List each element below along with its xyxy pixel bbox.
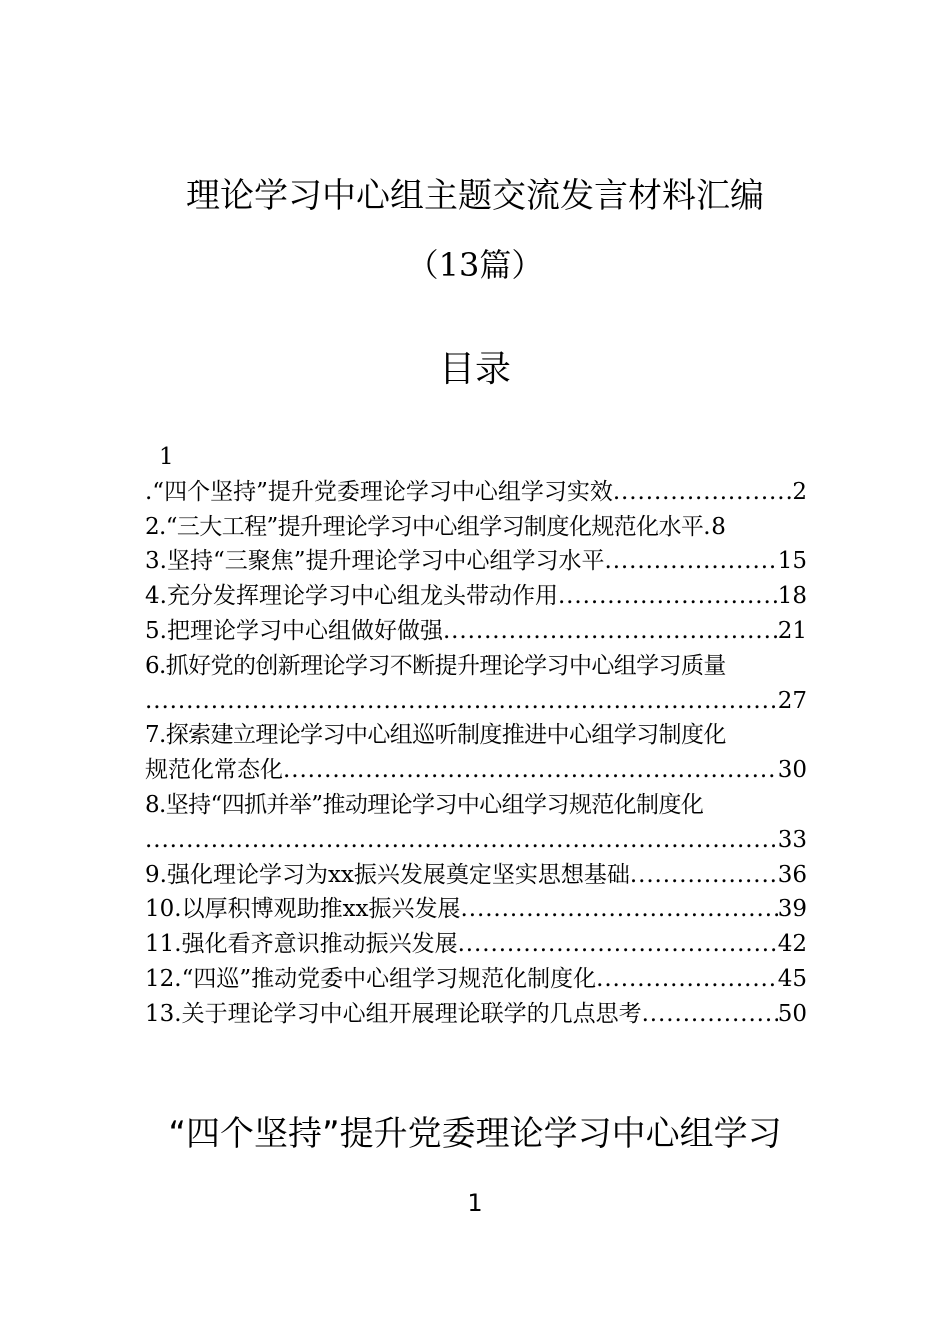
toc-dot-leader: [703, 510, 711, 545]
page-number: 1: [467, 1189, 483, 1217]
toc-entry-7[interactable]: [145, 718, 807, 788]
table-of-contents: [145, 440, 807, 1032]
toc-entry-page: 18: [777, 583, 807, 610]
toc-dot-leader: [604, 544, 777, 579]
toc-entry-page: 39: [777, 896, 807, 923]
toc-entry-text: 8.坚持“四抓并举”推动理论学习中心组学习规范化制度化: [145, 791, 704, 818]
toc-dot-leader: [283, 753, 778, 788]
toc-entry-11[interactable]: [145, 927, 807, 962]
toc-entry-6[interactable]: [145, 649, 807, 719]
toc-entry-page: 2: [792, 478, 807, 505]
toc-dot-leader: [596, 962, 778, 997]
section-title: “四个坚持”提升党委理论学习中心组学习: [168, 1114, 782, 1154]
toc-entry-page: 50: [777, 1000, 807, 1027]
toc-dot-leader: [558, 579, 778, 614]
toc-entry-text: 10.以厚积博观助推xx振兴发展: [145, 896, 461, 923]
toc-entry-text: 4.充分发挥理论学习中心组龙头带动作用: [145, 583, 558, 610]
toc-dot-leader: [461, 892, 778, 927]
toc-entry-page: 27: [777, 687, 807, 714]
toc-entry-text: 2.“三大工程”提升理论学习中心组学习制度化规范化水平: [145, 513, 704, 540]
toc-entry-text: 13.关于理论学习中心组开展理论联学的几点思考: [145, 1000, 642, 1027]
toc-entry-page: 45: [777, 965, 807, 992]
toc-entry-text: 7.探索建立理论学习中心组巡听制度推进中心组学习制度化: [145, 722, 726, 749]
toc-entry-4[interactable]: [145, 579, 807, 614]
document-subtitle: （13篇）: [406, 246, 544, 284]
toc-entry-3[interactable]: [145, 544, 807, 579]
toc-dot-leader: [642, 997, 778, 1032]
toc-entry-page: 36: [777, 861, 807, 888]
toc-entry-page: 30: [777, 757, 807, 784]
document-title: 理论学习中心组主题交流发言材料汇编: [186, 176, 764, 216]
toc-entry-text: .“四个坚持”提升党委理论学习中心组学习实效: [145, 478, 613, 505]
toc-entry-page: 42: [777, 931, 807, 958]
toc-entry-text-continued: 规范化常态化: [145, 757, 283, 784]
toc-entry-page: 8: [711, 513, 726, 540]
toc-dot-leader: [613, 475, 793, 510]
toc-entry-9[interactable]: [145, 858, 807, 893]
toc-dot-leader: [443, 614, 778, 649]
toc-entry-5[interactable]: [145, 614, 807, 649]
toc-entry-page: 15: [777, 548, 807, 575]
toc-first-number: 1: [159, 444, 174, 470]
toc-entry-text: 6.抓好党的创新理论学习不断提升理论学习中心组学习质量: [145, 652, 726, 679]
toc-entry-2[interactable]: [145, 510, 807, 545]
toc-entry-text: 11.强化看齐意识推动振兴发展: [145, 931, 458, 958]
toc-entry-page: 33: [777, 826, 807, 853]
toc-dot-leader: [630, 858, 778, 893]
toc-entry-13[interactable]: [145, 997, 807, 1032]
toc-entry-text: 12.“四巡”推动党委中心组学习规范化制度化: [145, 965, 597, 992]
toc-dot-leader: [145, 823, 778, 858]
toc-entry-text: 5.把理论学习中心组做好做强: [145, 617, 443, 644]
toc-entry-text: 3.坚持“三聚焦”提升理论学习中心组学习水平: [145, 548, 605, 575]
toc-dot-leader: [145, 684, 778, 719]
toc-dot-leader: [458, 927, 778, 962]
toc-heading: 目录: [438, 349, 511, 390]
toc-entry-10[interactable]: [145, 892, 807, 927]
toc-entry-page: 21: [777, 617, 807, 644]
toc-entry-1[interactable]: [145, 475, 807, 510]
toc-entry-12[interactable]: [145, 962, 807, 997]
toc-entry-8[interactable]: [145, 788, 807, 858]
toc-entry-text: 9.强化理论学习为xx振兴发展奠定坚实思想基础: [145, 861, 630, 888]
